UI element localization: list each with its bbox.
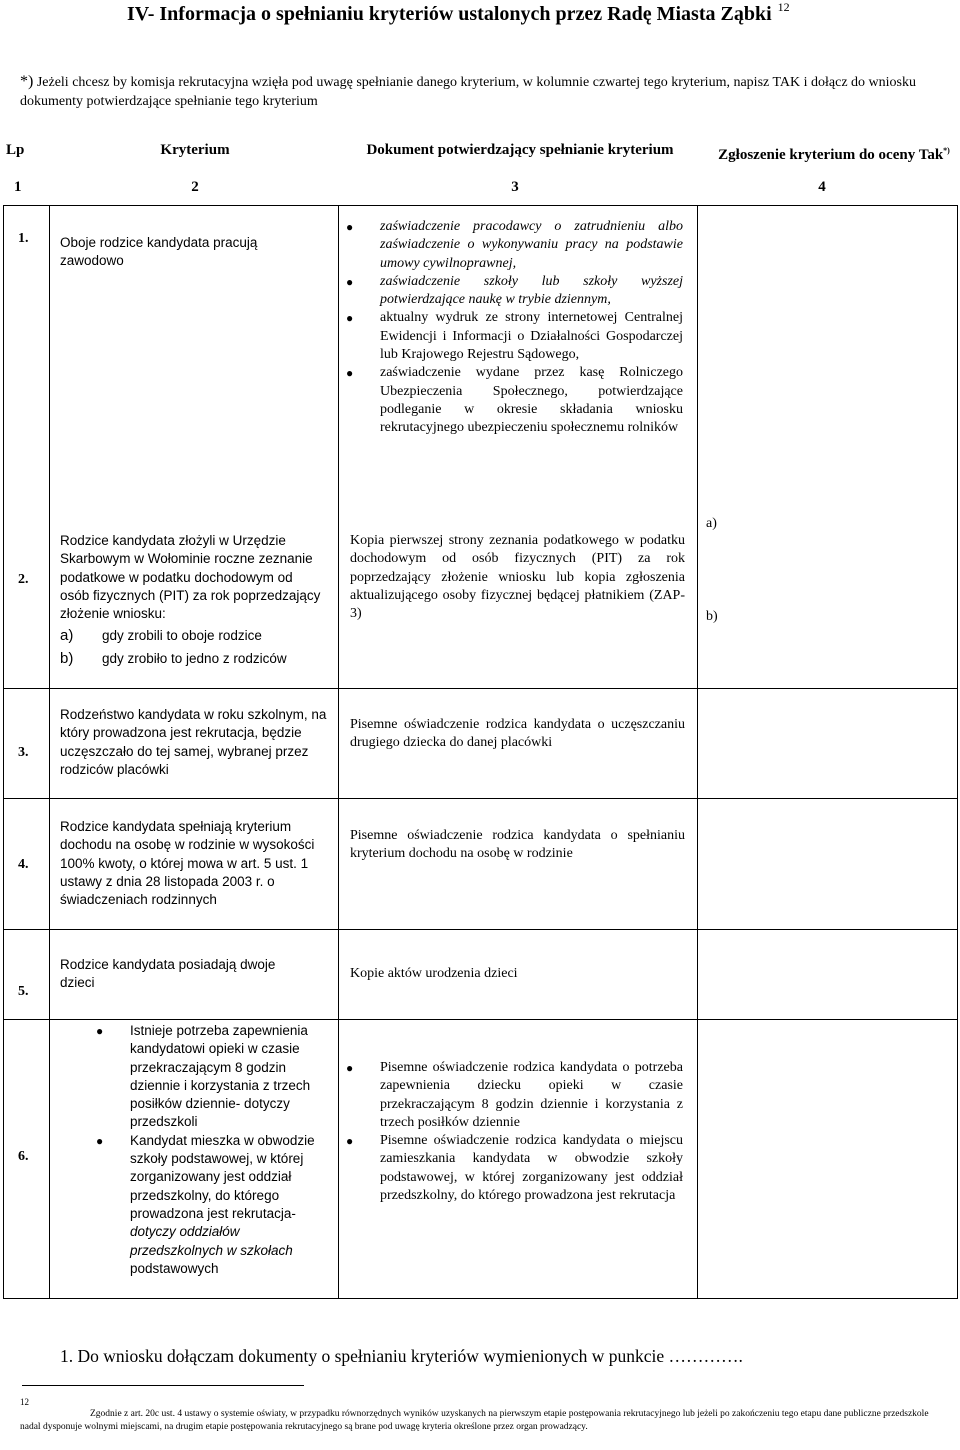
intro-text: Jeżeli chcesz by komisja rekrutacyjna wzięła pod uwagę spełnianie danego kryterium, w kolumnie czwartej tego kryterium, napisz TAK i dołącz do wniosku dokumenty potwierdzające spełnianie tego kryterium [20,75,916,109]
header-dokument: Dokument potwierdzający spełnianie kryterium [366,142,674,158]
col-number-1: 1 [14,179,22,195]
table-top-border [3,205,958,206]
row-5-lp: 5. [18,984,29,999]
row-2-answer-b[interactable]: b) [706,609,718,624]
title-footnote-ref: 12 [777,0,790,14]
col-divider [3,205,4,1298]
row-1-documents [346,218,683,438]
option-b: b) gdy zrobiło to jedno z rodziców [60,649,287,667]
header-kryterium: Kryterium [160,142,230,158]
row-4-lp: 4. [18,857,29,872]
bullet-icon: ● [346,1061,354,1075]
row-6-documents [346,1059,683,1205]
row-1-criterion: Oboje rodzice kandydata pracują zawodowo [60,235,258,269]
bullet-icon: ● [346,274,354,289]
list-item: ● Pisemne oświadczenie rodzica kandydata o miejscu zamieszkania kandydata w obwodzie szkoły podstawowej, w której zorganizowany jest oddział przedszkolny, do którego prowadzona jest rekrutacja [346,1133,683,1204]
row-4-criterion: Rodzice kandydata spełniają kryterium dochodu na osobę w rodzinie w wysokości 100% kwoty, o której mowa w art. 5 ust. 1 ustawy z dnia 28 listopada 2003 r. o świadczeniach rodzinnych [60,819,315,908]
list-item: ● zaświadczenie pracodawcy o zatrudnieniu albo zaświadczenie o wykonywaniu pracy na podstawie umowy cywilnoprawnej, [346,219,683,271]
col-number-3: 3 [511,179,519,195]
intro-marker: *) [20,73,34,90]
row-1-lp: 1. [18,231,29,246]
col-number-2: 2 [191,179,199,195]
option-a: a) gdy zrobili to oboje rodzice [60,627,262,645]
col-number-4: 4 [818,179,826,195]
table-bottom-border [3,1298,958,1299]
bullet-icon: ● [346,220,354,234]
row-2-document: Kopia pierwszej strony zeznania podatkowego w podatku dochodowym od osób fizycznych (PIT) za rok poprzedzający złożenie wniosku lub kopia zgłoszenia aktualizującego osoby fizycznej będącej płatnikiem (ZAP-3) [350,533,685,622]
row-divider [3,929,958,930]
footnote-text: Zgodnie z art. 20c ust. 4 ustawy o systemie oświaty, w przypadku równorzędnych wyników uzyskanych na pierwszym etapie postępowania rekrutacyjnego lub jeżeli po zakończeniu tego etapu dane publiczne przedszkole nadal dysponuje wolnymi miejscami, na drugim etapie postępowania rekrutacyjnego są brane pod uwagę kryteria określone przez organ prowadzący. [20,1409,929,1432]
row-divider [3,798,958,799]
list-item: ● aktualny wydruk ze strony internetowej Centralnej Ewidencji i Informacji o Działalności Gospodarczej lub Krajowego Rejestru Sądowego, [346,310,683,363]
row-2-lp: 2. [18,572,29,587]
row-4-document: Pisemne oświadczenie rodzica kandydata o spełnianiu kryterium dochodu na osobę w rodzinie [350,828,685,862]
row-6-criteria [88,1022,328,1278]
row-divider [3,688,958,689]
row-divider [3,1019,958,1020]
footnote-number: 12 [20,1397,29,1407]
row-2-criterion: Rodzice kandydata złożyli w Urzędzie Skarbowym w Wołominie roczne zeznanie podatkowe w podatku dochodowym od osób fizycznych (PIT) za rok poprzedzający złożenie wniosku: a) gdy zrobili to oboje rodzice b) gdy zrobiło to jedno z rodziców [60,533,321,667]
row-5-criterion: Rodzice kandydata posiadają dwoje dzieci [60,957,276,991]
page-title: IV- Informacja o spełnianiu kryteriów ustalonych przez Radę Miasta Ząbki $^{12}$ [127,0,790,25]
list-item: ● Istnieje potrzeba zapewnienia kandydatowi opieki w czasie przekraczającym 8 godzin dziennie i korzystania z trzech posiłków dziennie- dotyczy przedszkoli [96,1023,311,1130]
bullet-icon: ● [96,1133,104,1148]
row-3-criterion: Rodzeństwo kandydata w roku szkolnym, na który prowadzona jest rekrutacja, będzie uczęszczało do tej samej, wybranej przez rodziców placówki [60,707,327,777]
bullet-icon: ● [96,1024,104,1038]
list-item: ● Pisemne oświadczenie rodzica kandydata o potrzeba zapewnienia dziecku opieki w czasie przekraczającym 8 godzin dziennie i korzystania z trzech posiłków dziennie [346,1060,683,1130]
row-6-lp: 6. [18,1149,29,1164]
col-divider [49,205,50,1298]
row-5-document: Kopie aktów urodzenia dzieci [350,966,518,981]
col-divider [957,205,958,1298]
list-item: ● Kandydat mieszka w obwodzie szkoły podstawowej, w której zorganizowany jest oddział przedszkolny, do którego prowadzona jest rekrutacja- dotyczy oddziałów przedszkolnych w szkołach podstawowych [96,1132,315,1276]
row-2-answer-a[interactable]: a) [706,516,717,531]
intro-note [20,72,940,111]
row-3-lp: 3. [18,745,29,760]
closing-statement: 1. Do wniosku dołączam dokumenty o spełnianiu kryteriów wymienionych w punkcie …………. [60,1346,743,1366]
bullet-icon: ● [346,366,354,381]
row-3-document: Pisemne oświadczenie rodzica kandydata o uczęszczaniu drugiego dziecka do danej placówki [350,717,685,751]
list-item: ● zaświadczenie wydane przez kasę Rolniczego Ubezpieczenia Społecznego, potwierdzające podleganie w okresie składania wniosku rekrutacyjnego ubezpieczeniu społecznemu rolników [346,365,683,436]
header-zgloszenie: Zgłoszenie kryterium do oceny Tak*) [718,146,950,163]
bullet-icon: ● [346,311,354,326]
header-lp: Lp [6,142,25,158]
bullet-icon: ● [346,1134,354,1149]
footnote-separator [22,1385,304,1386]
col-divider [697,205,698,1298]
list-item: ● zaświadczenie szkoły lub szkoły wyższej potwierdzające naukę w trybie dziennym, [346,273,683,308]
